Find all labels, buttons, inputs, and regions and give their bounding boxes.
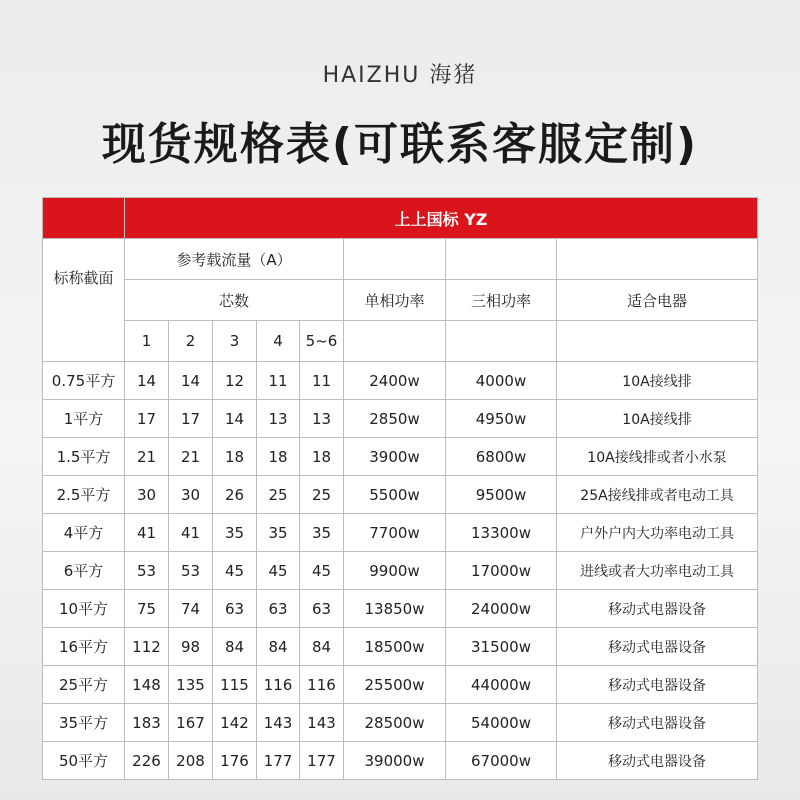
- appliance-cell: 移动式电器设备: [557, 704, 758, 742]
- ampacity-cell: 112: [125, 628, 169, 666]
- ampacity-cell: 21: [169, 438, 213, 476]
- size-cell: 1平方: [43, 400, 125, 438]
- ampacity-cell: 35: [300, 514, 344, 552]
- ampacity-cell: 14: [169, 362, 213, 400]
- table-row: [43, 704, 758, 742]
- size-cell: 16平方: [43, 628, 125, 666]
- ampacity-cell: 115: [213, 666, 257, 704]
- three-phase-cell: 4000w: [446, 362, 557, 400]
- ampacity-header: 参考载流量（A）: [125, 239, 344, 280]
- appliance-cell: 25A接线排或者电动工具: [557, 476, 758, 514]
- ampacity-cell: 116: [300, 666, 344, 704]
- ampacity-cell: 74: [169, 590, 213, 628]
- ampacity-cell: 177: [257, 742, 300, 780]
- appliance-cell: 移动式电器设备: [557, 666, 758, 704]
- size-cell: 0.75平方: [43, 362, 125, 400]
- ampacity-cell: 30: [125, 476, 169, 514]
- group-header: 上上国标 YZ: [125, 198, 758, 239]
- ampacity-cell: 14: [125, 362, 169, 400]
- appliance-cell: 10A接线排: [557, 400, 758, 438]
- table-row: [43, 742, 758, 780]
- three-phase-cell: 31500w: [446, 628, 557, 666]
- ampacity-cell: 63: [257, 590, 300, 628]
- ampacity-cell: 18: [257, 438, 300, 476]
- core-count-header: 5~6: [300, 321, 344, 362]
- three-phase-cell: 44000w: [446, 666, 557, 704]
- appliance-cell: 移动式电器设备: [557, 628, 758, 666]
- ampacity-cell: 11: [257, 362, 300, 400]
- ampacity-cell: 26: [213, 476, 257, 514]
- ampacity-cell: 13: [257, 400, 300, 438]
- size-cell: 25平方: [43, 666, 125, 704]
- size-cell: 50平方: [43, 742, 125, 780]
- ampacity-cell: 21: [125, 438, 169, 476]
- three-phase-cell: 17000w: [446, 552, 557, 590]
- ampacity-cell: 84: [213, 628, 257, 666]
- table-row: [43, 628, 758, 666]
- ampacity-cell: 35: [257, 514, 300, 552]
- table-row: [43, 362, 758, 400]
- ampacity-cell: 41: [125, 514, 169, 552]
- table-row: [43, 438, 758, 476]
- single-phase-header: 单相功率: [344, 280, 446, 321]
- appliance-cell: 10A接线排: [557, 362, 758, 400]
- table-row: [43, 400, 758, 438]
- ampacity-cell: 183: [125, 704, 169, 742]
- ampacity-cell: 148: [125, 666, 169, 704]
- single-phase-cell: 3900w: [344, 438, 446, 476]
- ampacity-cell: 45: [300, 552, 344, 590]
- blank-header-cell: [344, 321, 446, 362]
- ampacity-cell: 116: [257, 666, 300, 704]
- table-row: [43, 476, 758, 514]
- appliance-cell: 移动式电器设备: [557, 742, 758, 780]
- size-cell: 1.5平方: [43, 438, 125, 476]
- ampacity-cell: 45: [257, 552, 300, 590]
- ampacity-cell: 84: [300, 628, 344, 666]
- appliance-cell: 进线或者大功率电动工具: [557, 552, 758, 590]
- blank-header-cell: [557, 321, 758, 362]
- single-phase-cell: 2400w: [344, 362, 446, 400]
- size-cell: 6平方: [43, 552, 125, 590]
- ampacity-cell: 11: [300, 362, 344, 400]
- blank-header-cell: [344, 239, 446, 280]
- three-phase-cell: 6800w: [446, 438, 557, 476]
- three-phase-cell: 54000w: [446, 704, 557, 742]
- ampacity-cell: 208: [169, 742, 213, 780]
- three-phase-cell: 13300w: [446, 514, 557, 552]
- core-count-header: 2: [169, 321, 213, 362]
- header-corner: [43, 198, 125, 239]
- three-phase-cell: 4950w: [446, 400, 557, 438]
- ampacity-cell: 30: [169, 476, 213, 514]
- appliance-cell: 10A接线排或者小水泵: [557, 438, 758, 476]
- ampacity-cell: 53: [125, 552, 169, 590]
- table-row: [43, 552, 758, 590]
- blank-header-cell: [557, 239, 758, 280]
- ampacity-cell: 226: [125, 742, 169, 780]
- single-phase-cell: 2850w: [344, 400, 446, 438]
- table-row: [43, 590, 758, 628]
- ampacity-cell: 13: [300, 400, 344, 438]
- page-title: 现货规格表(可联系客服定制): [101, 119, 699, 170]
- ampacity-cell: 14: [213, 400, 257, 438]
- single-phase-cell: 9900w: [344, 552, 446, 590]
- size-cell: 4平方: [43, 514, 125, 552]
- table-row: [43, 666, 758, 704]
- size-cell: 2.5平方: [43, 476, 125, 514]
- blank-header-cell: [446, 239, 557, 280]
- single-phase-cell: 5500w: [344, 476, 446, 514]
- single-phase-cell: 28500w: [344, 704, 446, 742]
- size-cell: 35平方: [43, 704, 125, 742]
- ampacity-cell: 142: [213, 704, 257, 742]
- ampacity-cell: 176: [213, 742, 257, 780]
- appliance-cell: 移动式电器设备: [557, 590, 758, 628]
- ampacity-cell: 17: [169, 400, 213, 438]
- ampacity-cell: 17: [125, 400, 169, 438]
- brand-name: HAIZHU 海猪: [322, 63, 478, 88]
- single-phase-cell: 25500w: [344, 666, 446, 704]
- blank-header-cell: [446, 321, 557, 362]
- ampacity-cell: 25: [257, 476, 300, 514]
- core-count-header: 1: [125, 321, 169, 362]
- ampacity-cell: 143: [300, 704, 344, 742]
- three-phase-cell: 67000w: [446, 742, 557, 780]
- ampacity-cell: 98: [169, 628, 213, 666]
- ampacity-cell: 18: [213, 438, 257, 476]
- ampacity-cell: 63: [213, 590, 257, 628]
- ampacity-cell: 167: [169, 704, 213, 742]
- single-phase-cell: 7700w: [344, 514, 446, 552]
- ampacity-cell: 53: [169, 552, 213, 590]
- three-phase-cell: 24000w: [446, 590, 557, 628]
- three-phase-cell: 9500w: [446, 476, 557, 514]
- table-row: [43, 514, 758, 552]
- single-phase-cell: 18500w: [344, 628, 446, 666]
- ampacity-cell: 35: [213, 514, 257, 552]
- ampacity-cell: 18: [300, 438, 344, 476]
- appliance-cell: 户外户内大功率电动工具: [557, 514, 758, 552]
- ampacity-cell: 84: [257, 628, 300, 666]
- size-cell: 10平方: [43, 590, 125, 628]
- ampacity-cell: 143: [257, 704, 300, 742]
- core-count-header: 3: [213, 321, 257, 362]
- single-phase-cell: 13850w: [344, 590, 446, 628]
- ampacity-cell: 177: [300, 742, 344, 780]
- ampacity-cell: 25: [300, 476, 344, 514]
- ampacity-cell: 63: [300, 590, 344, 628]
- ampacity-cell: 45: [213, 552, 257, 590]
- spec-table: [42, 197, 758, 780]
- appliance-header: 适合电器: [557, 280, 758, 321]
- nominal-section-header: 标称截面: [43, 239, 125, 362]
- ampacity-cell: 41: [169, 514, 213, 552]
- ampacity-cell: 75: [125, 590, 169, 628]
- ampacity-cell: 12: [213, 362, 257, 400]
- three-phase-header: 三相功率: [446, 280, 557, 321]
- single-phase-cell: 39000w: [344, 742, 446, 780]
- cores-header: 芯数: [125, 280, 344, 321]
- core-count-header: 4: [257, 321, 300, 362]
- ampacity-cell: 135: [169, 666, 213, 704]
